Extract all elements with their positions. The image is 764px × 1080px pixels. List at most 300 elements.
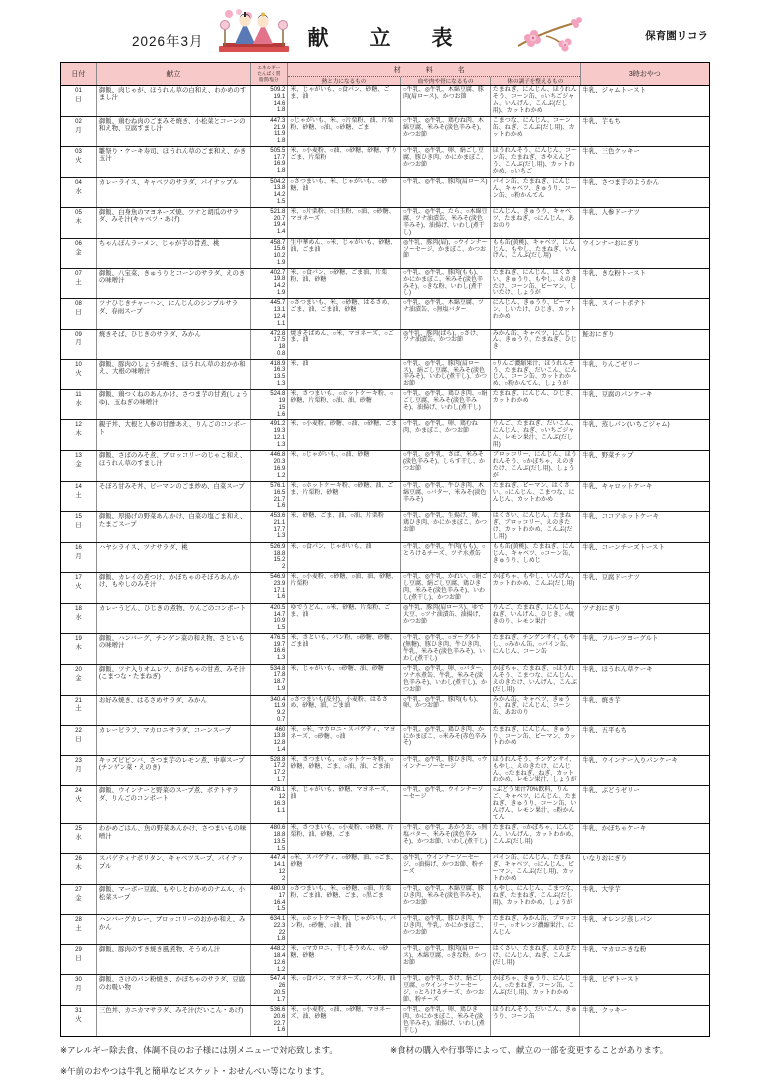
col-header-date: 日付 — [71, 71, 86, 78]
snack-cell: 牛乳、三色クッキー — [579, 147, 709, 177]
date-cell — [61, 634, 96, 664]
nutrition-cell: 505.5 17.7 16.9 1.8 — [250, 147, 287, 177]
date-cell — [61, 269, 96, 299]
date-cell — [61, 147, 96, 177]
note-allergy: ※アレルギー除去食、体調不良のお子様には別メニューで対応致します。 — [60, 1044, 338, 1055]
protein-foods-cell: ○牛乳、◎牛乳、木綿豆腐、ツナ油漬缶、○無塩バター — [400, 299, 490, 328]
snack-cell: 牛乳、ジャムトースト — [579, 86, 709, 116]
regulate-foods-cell: たまねぎ、みかん缶、ブロッコリー、○オレンジ濃縮果汁、にんじん — [490, 915, 580, 944]
menu-table — [60, 62, 710, 1037]
menu-cell: 御飯、豚肉のしょうが焼き、ほうれん草のおかか和え、大根の味噌汁 — [96, 360, 251, 390]
day-of-week: 木 — [75, 864, 82, 872]
day-number: 24 — [75, 788, 82, 795]
menu-cell: キッズビビンバ、さつま芋のレモン煮、中華スープ(チンゲン菜・えのき) — [96, 756, 251, 786]
protein-foods-cell: ○牛乳、◎牛乳、卵、鶏ひき肉、かにかまぼこ、米みそ(淡色辛みそ)、油揚げ、いわし(煮干し) — [400, 1006, 490, 1036]
day-number: 19 — [75, 635, 82, 642]
day-number: 26 — [75, 856, 82, 863]
day-number: 10 — [75, 361, 82, 368]
menu-cell: そぼろ甘みそ丼、ピーマンのごま炒め、白菜スープ — [96, 482, 251, 511]
day-of-week: 金 — [75, 248, 82, 256]
menu-table-row — [61, 944, 709, 974]
regulate-foods-cell: ○りんご濃縮果汁、ほうれんそう、たまねぎ、だいこん、にんじん、コーン缶、カットわかめ、○粉かんてん、しょうが — [490, 360, 580, 390]
day-of-week: 日 — [75, 522, 82, 530]
protein-foods-cell: ○牛乳、◎牛乳、卵、鶏むね肉、かまぼこ、かつお節 — [400, 420, 490, 450]
nutrition-cell: 402.7 19.8 14.2 1.9 — [250, 269, 287, 299]
protein-foods-cell: ○牛乳、◎牛乳、さけ、絹ごし豆腐、○ウインナーソーセージ、○とろけるチーズ、かつお節、粉チーズ — [400, 975, 490, 1005]
nutrition-header-line: たんぱく質 — [257, 71, 281, 77]
energy-foods-cell: 米、じゃがいも、○砂糖、油、砂糖 — [287, 665, 400, 695]
day-of-week: 土 — [75, 925, 82, 933]
energy-foods-cell: ゆでうどん、○米、砂糖、片栗粉、ごま、油 — [287, 604, 400, 633]
date-cell — [61, 390, 96, 419]
protein-foods-cell: ○牛乳、◎牛乳、かれい、○絹ごし豆腐、絹ごし豆腐、鶏ひき肉、米みそ(淡色辛みそ)、いわし(煮干し)、かつお節 — [400, 573, 490, 603]
energy-foods-cell: ○さつまいも、米、じゃがいも、○砂糖、油 — [287, 178, 400, 207]
menu-table-row — [61, 542, 709, 572]
col-header-energy-foods: 熱と力になるもの — [321, 79, 367, 85]
menu-table-row — [61, 116, 709, 146]
energy-foods-cell: 米、さといも、パン粉、○砂糖、砂糖、ごま油 — [287, 634, 400, 664]
protein-foods-cell: ○牛乳、◎牛乳、豚肉(もも)、卵、かつお節 — [400, 696, 490, 725]
energy-foods-cell: 米、じゃがいも、砂糖、マヨネーズ、油 — [287, 786, 400, 823]
protein-foods-cell: ○牛乳、◎牛乳、鶏むね肉、木綿豆腐、米みそ(淡色辛みそ)、かつお節 — [400, 117, 490, 146]
snack-cell: 牛乳、オレンジ蒸しパン — [579, 915, 709, 944]
nutrition-cell: 634.1 22.3 22 1.8 — [250, 915, 287, 944]
regulate-foods-cell: たまねぎ、にんじん、ひじき、カットわかめ — [490, 390, 580, 419]
energy-foods-cell: 米、砂糖、ごま、油、○油、片栗粉 — [287, 512, 400, 542]
energy-foods-cell: 米、さつまいも、○ホットケーキ粉、○砂糖、砂糖、ごま、○油、油、ごま油 — [287, 756, 400, 786]
day-number: 23 — [75, 757, 82, 764]
day-number: 03 — [75, 148, 82, 155]
menu-table-row — [61, 633, 709, 664]
date-cell — [61, 208, 96, 238]
day-number: 05 — [75, 209, 82, 216]
regulate-foods-cell: ほうれんそう、にんじん、コーン缶、たまねぎ、さやえんどう、こんぶ(だし用)、カットわかめ、○いちご — [490, 147, 580, 177]
protein-foods-cell: ○牛乳、◎牛乳、豚ひき肉、○ウインナーソーセージ — [400, 756, 490, 786]
protein-foods-cell: ○牛乳、◎牛乳、豚肉(肩ロース)、絹ごし豆腐、米みそ(淡色辛みそ)、いわし(煮干し)、かつお節 — [400, 360, 490, 390]
menu-cell: カレーピラフ、マカロニサラダ、コーンスープ — [96, 726, 251, 755]
day-of-week: 日 — [75, 309, 82, 317]
energy-foods-cell: ○さつまいも、米、○砂糖、はるさめ、ごま、油、ごま油、砂糖 — [287, 299, 400, 328]
snack-cell: 牛乳、人参ドーナツ — [579, 208, 709, 238]
day-of-week: 木 — [75, 217, 82, 225]
date-cell — [61, 512, 96, 542]
menu-cell: わかめごはん、魚の野菜あんかけ、さつまいもの味噌汁 — [96, 824, 251, 853]
nutrition-cell: 453.6 21.1 17.7 1.3 — [250, 512, 287, 542]
day-of-week: 水 — [75, 187, 82, 195]
regulate-foods-cell: もやし、にんじん、こまつな、ねぎ、たまねぎ、こんぶ(だし用)、カットわかめ、しょうが — [490, 885, 580, 914]
snack-cell: 牛乳、ほうれん草ケーキ — [579, 665, 709, 695]
nutrition-cell: 534.8 17.8 18.7 1.9 — [250, 665, 287, 695]
snack-cell: 牛乳、大学芋 — [579, 885, 709, 914]
menu-cell: スパゲティナポリタン、キャベツスープ、パイナップル — [96, 854, 251, 884]
col-header-snack: 3時おやつ — [580, 63, 709, 85]
day-number: 12 — [75, 422, 82, 429]
menu-cell: 御飯、白身魚のマヨネーズ焼、ツナと胡瓜のサラダ、みそ汁(キャベツ・あげ) — [96, 208, 251, 238]
day-number: 09 — [75, 331, 82, 338]
date-cell — [61, 945, 96, 974]
menu-cell: 御飯、鶏つくねのあんかけ、さつま芋の甘煮(しょうゆ)、玉ねぎの味噌汁 — [96, 390, 251, 419]
energy-foods-cell: 米、○小麦粉、○油、○砂糖、砂糖、すりごま、片栗粉 — [287, 147, 400, 177]
snack-cell: いなりおにぎり — [579, 854, 709, 884]
nutrition-cell: 460 13.8 12.8 1.4 — [250, 726, 287, 755]
energy-foods-cell: ○さつまいも、米、○砂糖、○油、片栗粉、ごま油、砂糖、ごま、○黒ごま — [287, 885, 400, 914]
menu-cell: 御飯、ハンバーグ、チンゲン菜の和え物、さといもの味噌汁 — [96, 634, 251, 664]
date-cell — [61, 786, 96, 823]
menu-cell: お好み焼き、はるさめサラダ、みかん — [96, 696, 251, 725]
regulate-foods-cell: ほうれんそう、だいこん、きゅうり、コーン缶 — [490, 1006, 580, 1036]
energy-foods-cell: 米、油 — [287, 360, 400, 390]
energy-foods-cell: 米、さつまいも、○ホットケーキ粉、○砂糖、片栗粉、○油、油、砂糖 — [287, 390, 400, 419]
day-of-week: 木 — [75, 430, 82, 438]
regulate-foods-cell: たまねぎ、にんじん、はくさい、きゅうり、もやし、えのきたけ、コーン缶、ピーマン、しいたけ、しょうが — [490, 269, 580, 299]
snack-cell: 牛乳、ウインナー入りパンケーキ — [579, 756, 709, 786]
protein-foods-cell: ○牛乳、◎牛乳、○ヨーグルト(無糖)、豚ひき肉、牛ひき肉、牛乳、米みそ(淡色辛みそ)、いわし(煮干し) — [400, 634, 490, 664]
snack-cell: 牛乳、豆腐ドーナツ — [579, 573, 709, 603]
menu-table-row — [61, 177, 709, 207]
nutrition-header-line: エネルギー — [257, 65, 281, 71]
menu-table-row — [61, 481, 709, 511]
day-of-week: 日 — [75, 95, 82, 103]
snack-cell: 牛乳、スイートポテト — [579, 299, 709, 328]
day-number: 17 — [75, 575, 82, 581]
protein-foods-cell: ○牛乳、◎牛乳、豚肉(肩ロース)、木綿豆腐、○きな粉、かつお節 — [400, 945, 490, 974]
snack-cell: 牛乳、ピザトースト — [579, 975, 709, 1005]
day-of-week: 月 — [75, 339, 82, 347]
menu-cell: ツナひじきチャーハン、にんじんのシンプルサラダ、春雨スープ — [96, 299, 251, 328]
regulate-foods-cell: みかん缶、キャベツ、きゅうり、ねぎ、にんじん、コーン缶、あおのり — [490, 696, 580, 725]
day-of-week: 火 — [75, 1016, 82, 1024]
regulate-foods-cell: たまねぎ、ピーマン、はくさい、○にんじん、こまつな、にんじん、カットわかめ — [490, 482, 580, 511]
menu-cell: カレーうどん、ひじきの煮物、りんごのコンポート — [96, 604, 251, 633]
energy-foods-cell: ○じゃがいも、米、○片栗粉、油、片栗粉、砂糖、○油、○砂糖、ごま — [287, 117, 400, 146]
day-number: 31 — [75, 1008, 82, 1015]
day-of-week: 日 — [75, 955, 82, 963]
energy-foods-cell: 生中華めん、○米、じゃがいも、砂糖、油、ごま油 — [287, 239, 400, 268]
regulate-foods-cell: パイン缶、にんじん、たまねぎ、キャベツ、○にんじん、ピーマン、こんぶ(だし用)、カットわかめ — [490, 854, 580, 884]
snack-cell: 牛乳、ぶどうゼリー — [579, 786, 709, 823]
protein-foods-cell: ○牛乳、◎牛乳、牛ひき肉、木綿豆腐、○バター、米みそ(淡色辛みそ) — [400, 482, 490, 511]
menu-table-row — [61, 511, 709, 542]
regulate-foods-cell: にんじん、きゅうり、ピーマン、しいたけ、ひじき、カットわかめ — [490, 299, 580, 328]
energy-foods-cell: 米、○小麦粉、砂糖、○油、○砂糖、ごま — [287, 420, 400, 450]
day-of-week: 土 — [75, 492, 82, 500]
energy-foods-cell: 米、じゃがいも、○食パン、砂糖、ごま、油 — [287, 86, 400, 116]
menu-table-row — [61, 419, 709, 450]
day-of-week: 土 — [75, 278, 82, 286]
menu-table-row — [61, 884, 709, 914]
energy-foods-cell: 米、○小麦粉、○油、○砂糖、マヨネーズ、油、砂糖 — [287, 1006, 400, 1036]
energy-foods-cell: 米、○食パン、○砂糖、ごま油、片栗粉、油、砂糖 — [287, 269, 400, 299]
day-number: 29 — [75, 947, 82, 954]
day-of-week: 月 — [75, 126, 82, 134]
snack-cell: 牛乳、りんごゼリー — [579, 360, 709, 390]
date-cell — [61, 86, 96, 116]
day-of-week: 火 — [75, 369, 82, 377]
day-of-week: 月 — [75, 765, 82, 773]
date-cell — [61, 330, 96, 359]
day-of-week: 金 — [75, 461, 82, 469]
energy-foods-cell: 米、○片栗粉、○白玉粉、○油、○砂糖、マヨネーズ — [287, 208, 400, 238]
day-number: 07 — [75, 270, 82, 277]
day-of-week: 土 — [75, 705, 82, 713]
menu-cell: 御飯、ツナ入りオムレツ、かぼちゃの甘煮、みそ汁(こまつな・たまねぎ) — [96, 665, 251, 695]
protein-foods-cell: ○牛乳、◎牛乳、ウインナーソーセージ — [400, 786, 490, 823]
regulate-foods-cell: こまつな、にんじん、コーン缶、ねぎ、こんぶ(だし用)、カットわかめ — [490, 117, 580, 146]
energy-foods-cell: 米、さつまいも、○小麦粉、○砂糖、片栗粉、油、砂糖、ごま — [287, 824, 400, 853]
day-of-week: 金 — [75, 895, 82, 903]
menu-cell: 御飯、鶏むね肉のごまみそ焼き、小松菜とコーンの和え物、豆腐すまし汁 — [96, 117, 251, 146]
day-number: 16 — [75, 544, 82, 551]
regulate-foods-cell: たまねぎ、○かぼちゃ、にんじん、いんげん、カットわかめ、こんぶ(だし用) — [490, 824, 580, 853]
regulate-foods-cell: はくさい、たまねぎ、えのきたけ、にんじん、ねぎ、こんぶ(だし用) — [490, 945, 580, 974]
date-cell — [61, 360, 96, 390]
day-of-week: 月 — [75, 552, 82, 560]
nutrition-cell: 480.6 18.8 13.5 1.5 — [250, 824, 287, 853]
nutrition-cell: 447.3 21.9 11.9 1.8 — [250, 117, 287, 146]
nutrition-cell: 536.6 20.6 22.7 1.6 — [250, 1006, 287, 1036]
nutrition-cell: 546.9 23.9 17.1 1.6 — [250, 573, 287, 603]
regulate-foods-cell: にんじん、きゅうり、キャベツ、たまねぎ、○にんじん、あおのり — [490, 208, 580, 238]
day-number: 01 — [75, 88, 82, 94]
menu-cell: 御飯、肉じゃが、ほうれん草の白和え、わかめのすまし汁 — [96, 86, 251, 116]
menu-cell: ハヤシライス、ツナサラダ、桃 — [96, 543, 251, 572]
menu-table-header — [61, 63, 709, 86]
note-morning-snack: ※午前のおやつは牛乳と簡単なビスケット・おせんべい等になります。 — [60, 1065, 330, 1076]
menu-table-row — [61, 207, 709, 238]
day-number: 18 — [75, 605, 82, 612]
day-number: 02 — [75, 118, 82, 125]
snack-cell: 牛乳、きな粉トースト — [579, 269, 709, 299]
protein-foods-cell: ○牛乳、◎牛乳、鶏ひき肉、○絹ごし豆腐、米みそ(淡色辛みそ)、油揚げ、いわし(煮干し) — [400, 390, 490, 419]
date-cell — [61, 696, 96, 725]
menu-cell: 三色丼、カニカマサラダ、みそ汁(だいこん・あげ) — [96, 1006, 251, 1036]
date-cell — [61, 482, 96, 511]
date-cell — [61, 665, 96, 695]
menu-table-row — [61, 329, 709, 359]
regulate-foods-cell: たまねぎ、にんじん、きゅうり、コーン缶、ピーマン、カットわかめ — [490, 726, 580, 755]
col-header-nutrition — [250, 63, 287, 85]
date-cell — [61, 824, 96, 853]
snack-cell: 牛乳、野菜チップ — [579, 451, 709, 481]
org-name: 保育園リコラ — [645, 30, 708, 42]
day-of-week: 金 — [75, 674, 82, 682]
menu-table-row — [61, 695, 709, 725]
regulate-foods-cell: もも缶(黄桃)、たまねぎ、にんじん、キャベツ、○コーン缶、きゅうり、しめじ — [490, 543, 580, 572]
date-cell — [61, 756, 96, 786]
menu-table-row — [61, 572, 709, 603]
regulate-foods-cell: りんご、たまねぎ、にんじん、ねぎ、いんげん、ひじき、○焼きのり、レモン果汁 — [490, 604, 580, 633]
nutrition-cell: 476.5 19.7 16.6 1.3 — [250, 634, 287, 664]
col-header-regulate-foods: 体の調子を整えるもの — [490, 77, 580, 85]
menu-cell: 焼きそば、ひじきのサラダ、みかん — [96, 330, 251, 359]
regulate-foods-cell: りんご、たまねぎ、だいこん、にんじん、ねぎ、○いちごジャム、レモン果汁、こんぶ(だし用) — [490, 420, 580, 450]
day-number: 04 — [75, 179, 82, 186]
snack-cell: 牛乳、ココアホットケーキ — [579, 512, 709, 542]
snack-cell: 牛乳、焼き芋 — [579, 696, 709, 725]
snack-cell: 牛乳、クッキー — [579, 1006, 709, 1036]
nutrition-cell: 340.4 11.9 9.2 0.7 — [250, 696, 287, 725]
snack-cell: 牛乳、さつま芋のようかん — [579, 178, 709, 207]
protein-foods-cell: ◎牛乳、豚肉(肩ロース)、ゆで大豆、○ツナ油漬缶、油揚げ、かつお節 — [400, 604, 490, 633]
date-cell — [61, 726, 96, 755]
snack-cell: 牛乳、芋もち — [579, 117, 709, 146]
day-number: 15 — [75, 514, 82, 521]
menu-cell: 御飯、マーボー豆腐、もやしとわかめのナムル、小松菜スープ — [96, 885, 251, 914]
day-of-week: 火 — [75, 156, 82, 164]
protein-foods-cell: ◎牛乳、ウインナーソーセージ、○油揚げ、かつお節、粉チーズ — [400, 854, 490, 884]
day-number: 28 — [75, 917, 82, 924]
menu-table-row — [61, 389, 709, 419]
date-cell — [61, 975, 96, 1005]
date-cell — [61, 854, 96, 884]
date-cell — [61, 117, 96, 146]
regulate-foods-cell: はくさい、にんじん、たまねぎ、ブロッコリー、えのきたけ、カットわかめ、こんぶ(だし用) — [490, 512, 580, 542]
protein-foods-cell: ○牛乳、◎牛乳、鶏ひき肉、かにかまぼこ、○米みそ(赤色辛みそ) — [400, 726, 490, 755]
snack-cell: 牛乳、キャロットケーキ — [579, 482, 709, 511]
day-number: 30 — [75, 977, 82, 984]
regulate-foods-cell: パイン缶、たまねぎ、にんじん、キャベツ、きゅうり、コーン缶、○粉かんてん — [490, 178, 580, 207]
protein-foods-cell: ○牛乳、◎牛乳、木綿豆腐、豚ひき肉、米みそ(淡色辛みそ)、かつお節 — [400, 885, 490, 914]
snack-cell: 牛乳、五平もち — [579, 726, 709, 755]
regulate-foods-cell: かぼちゃ、たまねぎ、○ほうれんそう、こまつな、にんじん、えのきたけ、いんげん、こんぶ(だし用) — [490, 665, 580, 695]
day-number: 08 — [75, 301, 82, 308]
nutrition-cell: 472.8 17.5 18 0.8 — [250, 330, 287, 359]
protein-foods-cell: ○牛乳、◎牛乳、生揚げ、卵、鶏ひき肉、かにかまぼこ、かつお節 — [400, 512, 490, 542]
date-cell — [61, 178, 96, 207]
menu-table-row — [61, 664, 709, 695]
nutrition-cell: 458.7 15.6 10.2 1.9 — [250, 239, 287, 268]
day-number: 21 — [75, 697, 82, 704]
menu-cell: 御飯、八宝菜、きゅうりとコーンのサラダ、えのきの味噌汁 — [96, 269, 251, 299]
day-of-week: 水 — [75, 613, 82, 621]
menu-cell: ちゃんぽんラーメン、じゃが芋の旨煮、桃 — [96, 239, 251, 268]
date-cell — [61, 543, 96, 572]
energy-foods-cell: 米、○米、マカロニ・スパゲティ、マヨネーズ、○砂糖、○油 — [287, 726, 400, 755]
nutrition-cell: 446.8 20.3 16.9 1.2 — [250, 451, 287, 481]
page-title: 献 立 表 — [307, 27, 463, 50]
nutrition-cell: 547.4 26 20.5 1.7 — [250, 975, 287, 1005]
nutrition-cell: 504.2 13.8 14.2 1.5 — [250, 178, 287, 207]
date-cell — [61, 915, 96, 944]
energy-foods-cell: ○さつまいも(皮付)、小麦粉、はるさめ、砂糖、油、ごま油 — [287, 696, 400, 725]
nutrition-header-line: 脂質/塩分 — [258, 76, 279, 82]
day-number: 14 — [75, 484, 82, 491]
day-number: 13 — [75, 453, 82, 460]
nutrition-cell: 448.2 18.4 12.6 1.2 — [250, 945, 287, 974]
energy-foods-cell: 米、○小麦粉、○砂糖、○油、油、砂糖、片栗粉 — [287, 573, 400, 603]
protein-foods-cell: ◎牛乳、豚肉(肩)、○ウインナーソーセージ、かまぼこ、かつお節 — [400, 239, 490, 268]
date-cell — [61, 239, 96, 268]
day-number: 06 — [75, 240, 82, 247]
date-cell — [61, 604, 96, 633]
nutrition-cell: 528.8 17.2 17.2 1.7 — [250, 756, 287, 786]
snack-cell: 牛乳、コーンチーズトースト — [579, 543, 709, 572]
date-cell — [61, 451, 96, 481]
day-of-week: 日 — [75, 735, 82, 743]
menu-table-row — [61, 914, 709, 944]
regulate-foods-cell: ○ぶどう果汁70%飲料、りんご、キャベツ、にんじん、たまねぎ、きゅうり、コーン缶、いんげん、レモン果汁、○粉かんてん — [490, 786, 580, 823]
menu-table-row — [61, 450, 709, 481]
col-header-menu: 献立 — [96, 63, 250, 85]
note-change: ※食材の購入や行事等によって、献立の一部を変更することがあります。 — [390, 1044, 669, 1055]
protein-foods-cell: ◎牛乳、豚肉(ばら)、○さけ、ツナ油漬缶、かつお節 — [400, 330, 490, 359]
protein-foods-cell: ○牛乳、◎牛乳、たら、○木綿豆腐、ツナ油漬缶、米みそ(淡色辛みそ)、油揚げ、いわし(煮干し) — [400, 208, 490, 238]
regulate-foods-cell: ほうれんそう、チンゲンサイ、もやし、えのきたけ、にんじん、○たまねぎ、ねぎ、カットわかめ、レモン果汁、しょうが — [490, 756, 580, 786]
protein-foods-cell: ○牛乳、◎牛乳、あかうお、○無塩バター、米みそ(淡色辛みそ)、かつお節、いわし(煮干し) — [400, 824, 490, 853]
menu-table-row — [61, 725, 709, 755]
day-number: 27 — [75, 887, 82, 894]
menu-table-row — [61, 86, 709, 116]
energy-foods-cell: 米、○食パン、マヨネーズ、パン粉、油 — [287, 975, 400, 1005]
protein-foods-cell: ○牛乳、◎牛乳、牛肉(もも)、○とろけるチーズ、ツナ水煮缶 — [400, 543, 490, 572]
nutrition-cell: 521.8 20.7 19.4 1.4 — [250, 208, 287, 238]
menu-cell: 御飯、カレイの煮つけ、かぼちゃのそぼろあんかけ、もやしのみそ汁 — [96, 573, 251, 603]
nutrition-cell: 491.2 19.3 12.1 1.3 — [250, 420, 287, 450]
protein-foods-cell: ○牛乳、◎牛乳、さば、米みそ(淡色辛みそ)、しらす干し、かつお節 — [400, 451, 490, 481]
date-cell — [61, 420, 96, 450]
menu-cell: 雛祭り・ケーキ寿司、ほうれん草のごま和え、かき玉汁 — [96, 147, 251, 177]
snack-cell: 牛乳、かぼちゃケーキ — [579, 824, 709, 853]
menu-table-row — [61, 603, 709, 633]
nutrition-cell: 420.5 14.7 10.9 1.5 — [250, 604, 287, 633]
snack-cell: 牛乳、蒸しパン(いちごジャム) — [579, 420, 709, 450]
regulate-foods-cell: かぼちゃ、もやし、いんげん、カットわかめ、こんぶ(だし用) — [490, 573, 580, 603]
menu-table-row — [61, 823, 709, 853]
menu-table-row — [61, 974, 709, 1005]
regulate-foods-cell: もも缶(黄桃)、キャベツ、にんじん、もやし、たまねぎ、いんげん、こんぶ(だし用) — [490, 239, 580, 268]
menu-table-row — [61, 238, 709, 268]
menu-cell: 親子丼、大根と人参の甘酢あえ、りんごのコンポート — [96, 420, 251, 450]
day-of-week: 火 — [75, 582, 82, 590]
nutrition-cell: 509.2 19.1 14.6 1.8 — [250, 86, 287, 116]
protein-foods-cell: ○牛乳、◎牛乳、豚ひき肉、牛ひき肉、牛乳、かにかまぼこ、かつお節 — [400, 915, 490, 944]
day-of-week: 水 — [75, 834, 82, 842]
plum-blossom-icon — [512, 12, 584, 59]
menu-cell: 御飯、厚揚げの野菜あんかけ、白菜の塩ごま和え、たまごスープ — [96, 512, 251, 542]
col-header-protein-foods: 血や肉や骨になるもの — [400, 77, 490, 85]
nutrition-cell: 524.8 19 15 1.6 — [250, 390, 287, 419]
snack-cell: ウインナーおにぎり — [579, 239, 709, 268]
regulate-foods-cell: かぼちゃ、きゅうり、にんじん、○たまねぎ、コーン缶、こんぶ(だし用)、カットわかめ — [490, 975, 580, 1005]
regulate-foods-cell: たまねぎ、チンゲンサイ、もやし、○みかん缶、○パイン缶、にんじん、コーン缶 — [490, 634, 580, 664]
snack-cell: 牛乳、豆腐のパンケーキ — [579, 390, 709, 419]
menu-table-body — [61, 86, 709, 1036]
day-number: 20 — [75, 666, 82, 673]
menu-table-row — [61, 298, 709, 328]
regulate-foods-cell: たまねぎ、にんじん、ほうれんそう、コーン缶、○いちごジャム、いんげん、こんぶ(だし用)、カットわかめ — [490, 86, 580, 116]
menu-cell: 御飯、さばのみそ煮、ブロッコリーのじゃこ和え、ほうれん草のすまし汁 — [96, 451, 251, 481]
menu-table-row — [61, 785, 709, 823]
month-label: 2026年3月 — [132, 34, 204, 49]
snack-cell: 牛乳、フルーツヨーグルト — [579, 634, 709, 664]
protein-foods-cell: ○牛乳、◎牛乳、豚肉(肩ロース) — [400, 178, 490, 207]
day-number: 25 — [75, 826, 82, 833]
footer-notes — [60, 1044, 710, 1077]
day-of-week: 木 — [75, 643, 82, 651]
day-of-week: 火 — [75, 796, 82, 804]
nutrition-cell: 480.9 17 16.4 1.5 — [250, 885, 287, 914]
sheet-header — [60, 0, 710, 62]
protein-foods-cell: ○牛乳、◎牛乳、卵、○バター、ツナ水煮缶、牛乳、米みそ(淡色辛みそ)、いわし(煮干し)、かつお節 — [400, 665, 490, 695]
menu-cell: 御飯、ウインナーと野菜のスープ煮、ポテトサラダ、りんごのコンポート — [96, 786, 251, 823]
protein-foods-cell: ○牛乳、◎牛乳、木綿豆腐、豚肉(肩ロース)、かつお節 — [400, 86, 490, 116]
nutrition-cell: 418.9 16.3 13.5 1.3 — [250, 360, 287, 390]
snack-cell: ツナおにぎり — [579, 604, 709, 633]
menu-table-row — [61, 853, 709, 884]
protein-foods-cell: ○牛乳、◎牛乳、卵、絹ごし豆腐、豚ひき肉、かにかまぼこ、かつお節 — [400, 147, 490, 177]
menu-cell: 御飯、豚肉のすき焼き風煮物、そうめん汁 — [96, 945, 251, 974]
energy-foods-cell: 焼きそばめん、○米、マヨネーズ、○ごま、油 — [287, 330, 400, 359]
